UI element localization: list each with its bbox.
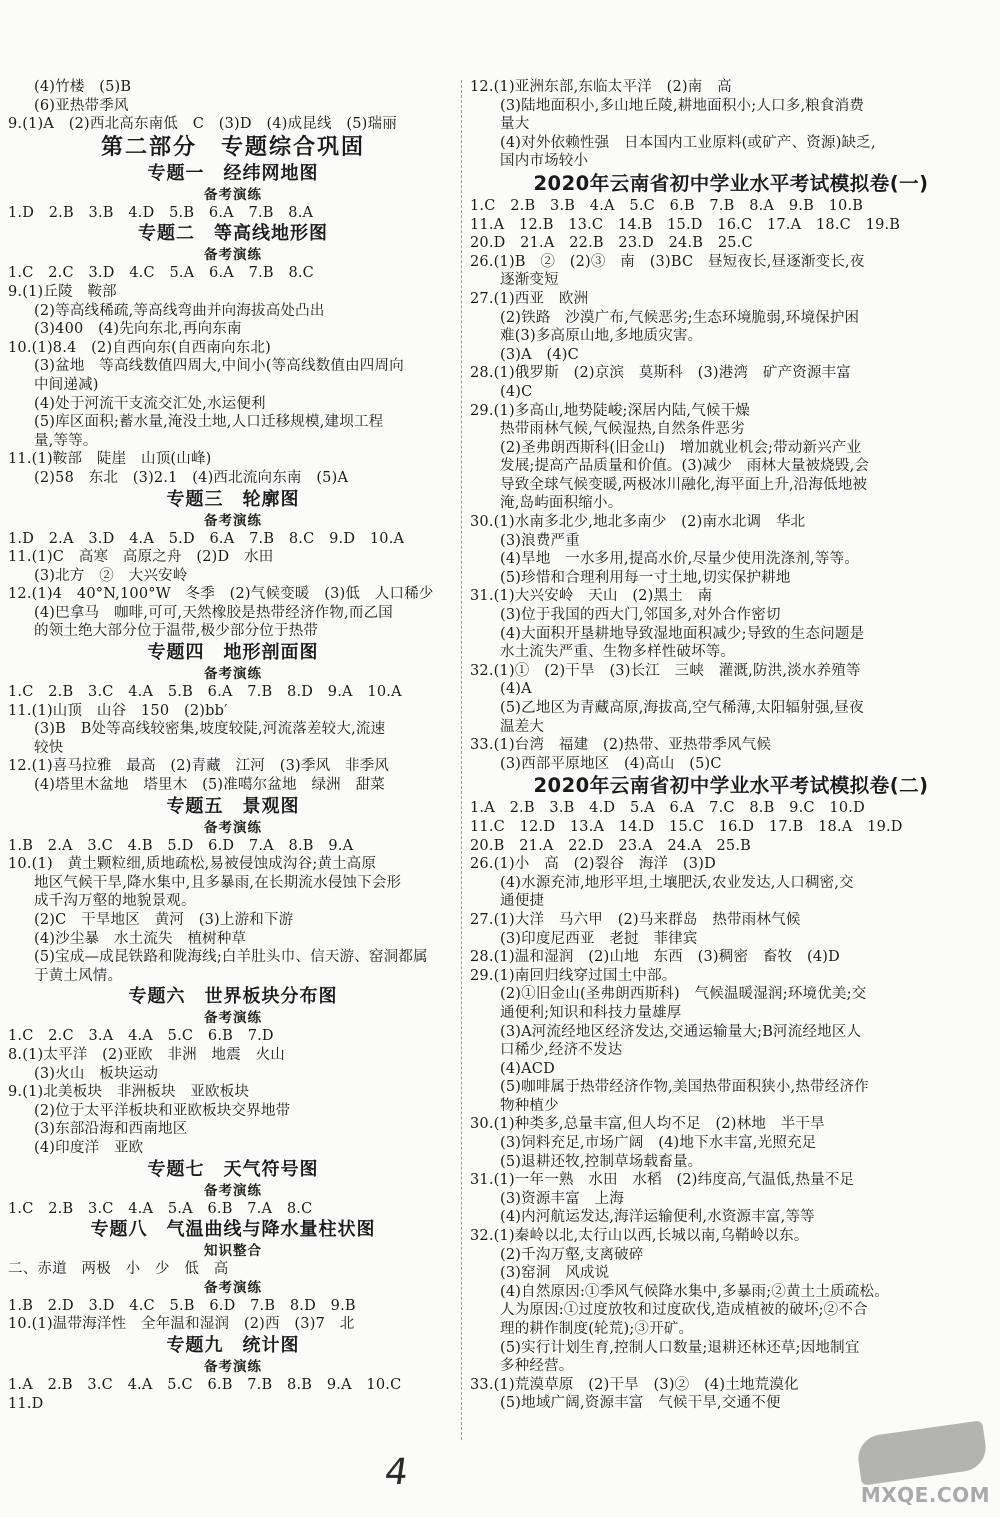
left-column	[8, 78, 458, 1413]
answer-line: (2)圣弗朗西斯科(旧金山) 增加就业机会;带动新兴产业	[500, 439, 862, 456]
answer-line: (2)位于太平洋板块和亚欧板块交界地带	[34, 1102, 291, 1119]
answer-line: 通便捷	[500, 893, 545, 910]
answer-line: 温差大	[500, 718, 545, 735]
answer-line: 11.(1)C 高寒 高原之舟 (2)D 水田	[8, 549, 274, 566]
answer-line: (3)印度尼西亚 老挝 菲律宾	[500, 930, 698, 947]
answer-line: 理的耕作制度(轮荒);③开矿。	[500, 1321, 694, 1337]
section-subheading: 知识整合	[204, 1243, 262, 1260]
answer-line: 量大	[500, 116, 530, 133]
answer-line: (2)①旧金山(圣弗朗西斯科) 气候温暖湿润;环境优美;交	[500, 986, 867, 1003]
answer-line: (5)咖啡属于热带经济作物,美国热带面积狭小,热带经济作	[500, 1079, 869, 1096]
answer-line: (3)资源丰富 上海	[500, 1190, 625, 1207]
topic-heading: 专题一 经纬网地图	[147, 162, 319, 184]
answer-line: (3)陆地面积小,多山地丘陵,耕地面积小;人口多,粮食消费	[500, 97, 865, 114]
answer-line: (4)水源充沛,地形平坦,土壤肥沃,农业发达,人口稠密,交	[500, 874, 854, 891]
section-subheading: 备考演练	[204, 1358, 262, 1375]
answer-line: (5)退耕还牧,控制草场载畜量。	[500, 1153, 703, 1170]
answer-line: (3)盆地 等高线数值四周大,中间小(等高线数值由四周向	[34, 358, 404, 375]
answer-line: 12.(1)亚洲东部,东临太平洋 (2)南 高	[470, 79, 732, 95]
answer-line: (2)58 东北 (3)2.1 (4)西北流向东南 (5)A	[34, 469, 349, 486]
answer-line: (5)地域广阔,资源丰富 气候干旱,交通不便	[500, 1395, 781, 1412]
watermark-logo	[855, 1420, 988, 1485]
answer-line: 发展;提高产品质量和价值。(3)减少 雨林大量被烧毁,会	[500, 458, 870, 475]
answer-line: (3)西部平原地区 (4)高山 (5)C	[500, 755, 722, 772]
answer-line: 12.(1)4 40°N,100°W 冬季 (2)气候变暖 (3)低 人口稀少	[8, 586, 434, 603]
answer-line: 较快	[34, 739, 64, 756]
section-subheading: 备考演练	[204, 666, 262, 683]
answer-line: 30.(1)水南多北少,地北多南少 (2)南水北调 华北	[470, 514, 806, 531]
answer-line: 11.D	[8, 1395, 44, 1412]
answer-line: 32.(1)① (2)干旱 (3)长江 三峡 灌溉,防洪,淡水养殖等	[470, 662, 861, 679]
answer-line: 量,等等。	[34, 432, 98, 449]
answer-line: (4)ACD	[500, 1060, 555, 1077]
answer-line: 26.(1)小 高 (2)裂谷 海洋 (3)D	[470, 856, 716, 873]
answer-line: (5)宝成—成昆铁路和陇海线;白羊肚头巾、信天游、窑洞都属	[34, 949, 428, 966]
answer-line: 33.(1)荒漠草原 (2)干旱 (3)② (4)土地荒漠化	[470, 1376, 799, 1393]
answer-line: 26.(1)B ② (2)③ 南 (3)BC 昼短夜长,昼逐渐变长,夜	[470, 253, 865, 270]
answer-line: (3)火山 板块运动	[34, 1065, 159, 1082]
answer-line: (3)浪费严重	[500, 532, 580, 549]
answer-line: 31.(1)大兴安岭 天山 (2)黑土 南	[470, 588, 713, 605]
answer-line: 29.(1)多高山,地势陡峻;深居内陆,气候干燥	[470, 402, 751, 419]
answer-line: 水土流失严重、生物多样性破坏等。	[500, 644, 736, 661]
answer-line: (3)窑洞 风成说	[500, 1265, 610, 1282]
answer-line: 1.C 2.B 3.B 4.A 5.C 6.B 7.B 8.A 9.B 10.B	[470, 197, 864, 214]
section-subheading: 备考演练	[204, 186, 262, 203]
answer-line: (3)北方 ② 大兴安岭	[34, 567, 188, 584]
answer-line: (4)塔里木盆地 塔里木 (5)准噶尔盆地 绿洲 甜菜	[34, 777, 385, 794]
answer-line: 20.B 21.A 22.D 23.A 24.A 25.B	[470, 837, 752, 854]
answer-line: 1.A 2.B 3.C 4.A 5.C 6.B 7.B 8.B 9.A 10.C	[8, 1376, 402, 1393]
answer-line: 32.(1)秦岭以北,太行山以西,长城以南,乌鞘岭以东。	[470, 1228, 809, 1245]
answer-line: 8.(1)太平洋 (2)亚欧 非洲 地震 火山	[8, 1046, 286, 1063]
answer-line: 12.(1)喜马拉雅 最高 (2)青藏 江河 (3)季风 非季风	[8, 758, 390, 775]
section-subheading: 备考演练	[204, 247, 262, 264]
answer-line: 1.B 2.D 3.D 4.C 5.B 6.D 7.B 8.D 9.B	[8, 1297, 356, 1314]
topic-heading: 专题六 世界板块分布图	[128, 986, 338, 1008]
answer-line: 国内市场较小	[500, 153, 589, 170]
answer-line: (4)C	[500, 383, 533, 400]
answer-line: (4)印度洋 亚欧	[34, 1139, 144, 1156]
answer-line: 口稀少,经济不发达	[500, 1042, 623, 1059]
answer-line: 33.(1)台湾 福建 (2)热带、亚热带季风气候	[470, 737, 772, 754]
answer-line: 11.(1)鞍部 陡崖 山顶(山峰)	[8, 451, 212, 468]
answer-line: 通便利;知识和科技力量雄厚	[500, 1004, 682, 1021]
answer-line: 31.(1)一年一熟 水田 水稻 (2)纬度高,气温低,热量不足	[470, 1172, 855, 1189]
answer-line: 难(3)多高原山地,多地质灾害。	[500, 328, 703, 345]
answer-line: (4)大面积开垦耕地导致湿地面积减少;导致的生态问题是	[500, 625, 865, 642]
topic-heading: 专题二 等高线地形图	[138, 223, 328, 245]
section-subheading: 备考演练	[204, 1010, 262, 1027]
topic-heading: 专题三 轮廓图	[166, 488, 300, 510]
section-subheading: 备考演练	[204, 1279, 262, 1296]
answer-line: (5)乙地区为青藏高原,海拔高,空气稀薄,太阳辐射强,昼夜	[500, 700, 864, 716]
answer-line: (3)东部沿海和西南地区	[34, 1121, 188, 1138]
answer-line: (4)自然原因:①季风气候降水集中,多暴雨;②黄土土质疏松。	[500, 1283, 889, 1300]
answer-line: 9.(1)丘陵 鞍部	[8, 283, 117, 300]
answer-line: (2)千沟万壑,支离破碎	[500, 1246, 644, 1263]
topic-heading: 专题八 气温曲线与降水量柱状图	[90, 1219, 376, 1241]
answer-line: 成千沟万壑的地貌景观。	[34, 893, 196, 910]
answer-line: 二、赤道 两极 小 少 低 高	[8, 1261, 229, 1278]
answer-line: 11.A 12.B 13.C 14.B 15.D 16.C 17.A 18.C 19.B	[470, 216, 901, 233]
answer-line: (4)竹楼 (5)B	[34, 79, 132, 95]
answer-line: (4)A	[500, 681, 532, 698]
answer-line: 9.(1)A (2)西北高东南低 C (3)D (4)成昆线 (5)瑞丽	[8, 116, 397, 133]
answer-line: 1.C 2.B 3.C 4.A 5.A 6.B 7.A 8.C	[8, 1200, 313, 1217]
answer-line: 于黄土风情。	[34, 967, 123, 984]
right-column	[470, 78, 992, 1413]
answer-line: (5)库区面积;蓄水量,淹没土地,人口迁移规模,建坝工程	[34, 414, 384, 431]
answer-line: 地区气候干旱,降水集中,且多暴雨,在长期流水侵蚀下会形	[34, 874, 402, 891]
section-subheading: 备考演练	[204, 512, 262, 529]
answer-line: 1.C 2.B 3.C 4.A 5.B 6.A 7.B 8.D 9.A 10.A	[8, 684, 402, 701]
answer-line: 1.D 2.A 3.D 4.A 5.D 6.A 7.B 8.C 9.D 10.A	[8, 530, 405, 547]
answer-line: 导致全球气候变暖,两极冰川融化,海平面上升,沿海低地被	[500, 476, 868, 493]
answer-line: 11.(1)山顶 山谷 150 (2)bb′	[8, 702, 228, 719]
answer-line: (5)珍惜和合理利用每一寸土地,切实保护耕地	[500, 569, 791, 586]
answer-line: 10.(1) 黄土颗粒细,质地疏松,易被侵蚀成沟谷;黄土高原	[8, 856, 377, 873]
answer-line: 27.(1)大洋 马六甲 (2)马来群岛 热带雨林气候	[470, 911, 801, 928]
answer-line: 人为原因:①过度放牧和过度砍伐,造成植被的破坏;②不合	[500, 1302, 868, 1319]
answer-line: 1.D 2.B 3.B 4.D 5.B 6.A 7.B 8.A	[8, 204, 314, 221]
answer-line: 10.(1)温带海洋性 全年温和湿润 (2)西 (3)7 北	[8, 1316, 355, 1333]
answer-line: 物种植少	[500, 1097, 559, 1114]
answer-line: (2)铁路 沙漠广布,气候恶劣;生态环境脆弱,环境保护困	[500, 309, 860, 326]
answer-line: 27.(1)西亚 欧洲	[470, 290, 589, 307]
answer-line: (3)A河流经地区经济发达,交通运输量大;B河流经地区人	[500, 1023, 862, 1040]
watermark-site: MXQE.COM	[860, 1483, 990, 1507]
topic-heading: 专题七 天气符号图	[147, 1158, 319, 1180]
answer-line: 20.D 21.A 22.B 23.D 24.B 25.C	[470, 235, 753, 252]
section-subheading: 备考演练	[204, 1182, 262, 1199]
section-subheading: 备考演练	[204, 819, 262, 836]
answer-line: 逐渐变短	[500, 272, 559, 289]
answer-line: 淹,岛屿面积缩小。	[500, 495, 623, 512]
answer-line: (4)内河航运发达,海洋运输便利,水资源丰富,等等	[500, 1209, 815, 1226]
answer-line: 1.C 2.C 3.A 4.A 5.C 6.B 7.D	[8, 1028, 274, 1045]
answer-line: 28.(1)俄罗斯 (2)京滨 莫斯科 (3)港湾 矿产资源丰富	[470, 365, 852, 382]
answer-line: 28.(1)温和湿润 (2)山地 东西 (3)稠密 畜牧 (4)D	[470, 949, 840, 966]
answer-line: (4)处于河流干支流交汇处,水运便利	[34, 395, 266, 412]
answer-line: 的领土绝大部分位于温带,极少部分位于热带	[34, 623, 319, 640]
answer-line: 29.(1)南回归线穿过国土中部。	[470, 967, 677, 984]
answer-line: 30.(1)种类多,总量丰富,但人均不足 (2)林地 半干旱	[470, 1116, 825, 1133]
answer-line: (4)沙尘暴 水土流失 植树种草	[34, 930, 247, 947]
answer-line: (4)旱地 一水多用,提高水价,尽量少使用洗涤剂,等等。	[500, 551, 859, 568]
answer-line: (4)对外依赖性强 日本国内工业原料(或矿产、资源)缺乏,	[500, 134, 876, 151]
answer-line: (3)400 (4)先向东北,再向东南	[34, 321, 242, 338]
topic-heading: 专题五 景观图	[166, 795, 300, 817]
answer-line: (3)位于我国的西大门,邻国多,对外合作密切	[500, 607, 781, 624]
answer-line: 多种经营。	[500, 1358, 574, 1375]
part-heading: 第二部分 专题综合巩固	[100, 134, 365, 160]
topic-heading: 专题九 统计图	[166, 1334, 300, 1356]
answer-line: (4)巴拿马 咖啡,可可,天然橡胶是热带经济作物,而乙国	[34, 604, 393, 621]
answer-line: (3)饲料充足,市场广阔 (4)地下水丰富,光照充足	[500, 1135, 817, 1152]
answer-line: 热带雨林气候,气候湿热,自然条件恶劣	[500, 421, 745, 438]
column-divider	[461, 80, 462, 1440]
answer-line: 10.(1)8.4 (2)自西向东(自西南向东北)	[8, 339, 272, 356]
exam-heading: 2020年云南省初中学业水平考试模拟卷(一)	[533, 171, 929, 195]
answer-line: 1.A 2.B 3.B 4.D 5.A 6.A 7.C 8.B 9.C 10.D	[470, 800, 865, 817]
answer-line: (2)C 干旱地区 黄河 (3)上游和下游	[34, 912, 294, 928]
answer-line: (3)A (4)C	[500, 346, 579, 363]
exam-heading: 2020年云南省初中学业水平考试模拟卷(二)	[533, 774, 929, 798]
answer-line: 9.(1)北美板块 非洲板块 亚欧板块	[8, 1084, 250, 1101]
answer-line: (5)实行计划生育,控制人口数量;退耕还林还草;因地制宜	[500, 1339, 860, 1356]
answer-line: (3)B B处等高线较密集,坡度较陡,河流落差较大,流速	[34, 721, 386, 738]
answer-line: (2)等高线稀疏,等高线弯曲并向海拔高处凸出	[34, 302, 325, 319]
answer-line: 1.B 2.A 3.C 4.B 5.D 6.D 7.A 8.B 9.A	[8, 837, 354, 854]
answer-line: 中间递减)	[34, 376, 99, 393]
answer-line: 1.C 2.C 3.D 4.C 5.A 6.A 7.B 8.C	[8, 265, 314, 282]
topic-heading: 专题四 地形剖面图	[147, 642, 319, 664]
answer-line: 11.C 12.D 13.A 14.D 15.C 16.D 17.B 18.A 19.D	[470, 818, 903, 835]
page-number: 4	[382, 1452, 411, 1493]
answer-line: (6)亚热带季风	[34, 97, 129, 114]
